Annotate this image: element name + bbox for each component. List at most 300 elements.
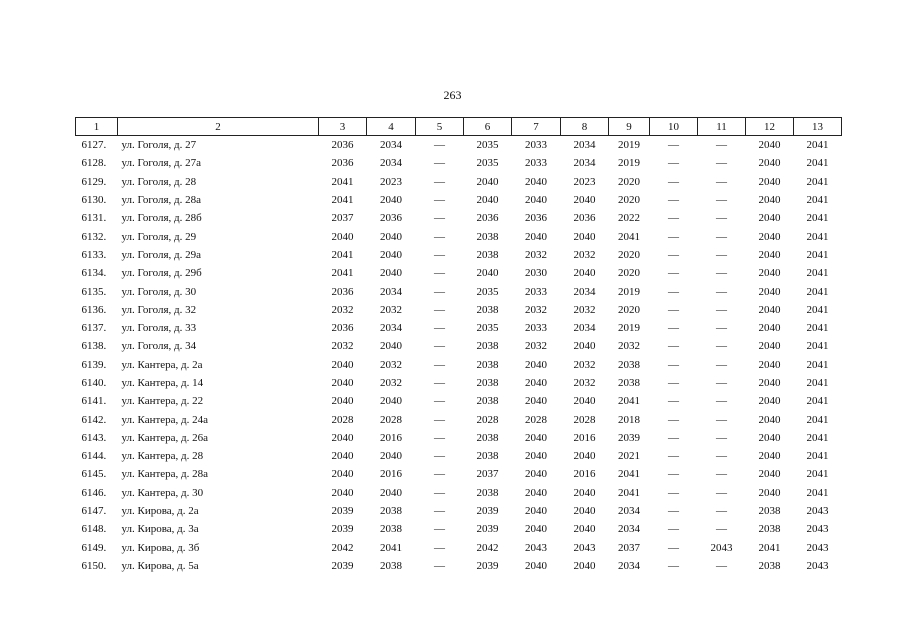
table-row [76,447,842,465]
col-6-value: 2040 [476,194,499,207]
col-5-value: — [434,450,445,463]
col-7-value: 2032 [525,248,547,261]
col-11-value: — [716,194,727,207]
col-5-value: — [434,486,445,499]
col-10-value: — [668,377,679,389]
col-11-value: — [716,175,727,188]
col-13-value: 2043 [806,559,829,572]
col-3-value: 2028 [331,413,354,426]
col-4-value: 2028 [380,413,402,426]
col-7-value: 2040 [525,230,547,243]
col-11-value: — [716,358,727,371]
col-12-value: 2038 [758,505,781,518]
col-6-value: 2028 [476,413,499,426]
col-8-value: 2040 [573,340,596,353]
column-header: 11 [698,118,746,136]
col-4-value: 2034 [380,285,402,298]
col-10-value: — [668,486,679,499]
col-8-value: 2032 [573,377,596,389]
col-6-value: 2039 [476,505,499,518]
col-4-value: 2040 [380,340,402,353]
address: ул. Гоголя, д. 33 [121,322,197,335]
table-row [76,337,842,355]
col-6-value: 2035 [476,157,499,170]
address: ул. Гоголя, д. 28а [121,194,202,207]
col-6-value: 2038 [476,377,499,389]
col-11-value: — [716,486,727,499]
col-6-value: 2040 [476,175,499,188]
col-10-value: — [668,248,679,261]
col-7-value: 2040 [525,559,547,572]
col-13-value: 2041 [806,139,829,152]
col-11-value: — [716,230,727,243]
col-8-value: 2040 [573,559,596,572]
col-11-value: — [716,505,727,518]
col-10-value: — [668,450,679,463]
col-12-value: 2040 [758,230,781,243]
col-10-value: — [668,322,679,335]
col-9-value: 2038 [618,377,640,389]
row-number: 6140. [81,377,107,389]
row-number: 6137. [81,322,107,335]
col-12-value: 2040 [758,285,781,298]
row-number: 6136. [81,303,107,316]
address: ул. Кирова, д. 2а [121,505,199,518]
col-3-value: 2040 [331,486,354,499]
col-5-value: — [434,322,445,335]
col-8-value: 2034 [573,322,596,335]
col-6-value: 2038 [476,395,499,408]
row-number: 6143. [81,431,107,444]
col-4-value: 2016 [380,468,402,481]
col-11-value: — [716,212,727,225]
col-7-value: 2036 [525,212,547,225]
col-11-value: — [716,377,727,389]
col-5-value: — [434,340,445,353]
col-13-value: 2041 [806,486,829,499]
col-13-value: 2041 [806,468,829,481]
col-8-value: 2043 [573,541,596,554]
column-header: 8 [561,118,609,136]
table-row [76,264,842,282]
col-11-value: — [716,450,727,463]
col-12-value: 2041 [758,541,781,554]
row-number: 6135. [81,285,107,298]
col-13-value: 2041 [806,358,829,371]
col-6-value: 2037 [476,468,499,481]
col-5-value: — [434,431,445,444]
col-4-value: 2038 [380,523,402,536]
col-5-value: — [434,541,445,554]
col-11-value: — [716,340,727,353]
row-number: 6141. [81,395,107,408]
table-row [76,191,842,209]
col-7-value: 2040 [525,377,547,389]
col-10-value: — [668,340,679,353]
table-row [76,502,842,520]
row-number: 6129. [81,175,107,188]
col-3-value: 2041 [331,194,354,207]
col-7-value: 2040 [525,450,547,463]
col-13-value: 2041 [806,395,829,408]
col-11-value: — [716,431,727,444]
col-5-value: — [434,559,445,572]
col-10-value: — [668,303,679,316]
col-12-value: 2040 [758,212,781,225]
column-header: 10 [650,118,698,136]
col-13-value: 2043 [806,541,829,554]
row-number: 6145. [81,468,107,481]
col-13-value: 2043 [806,523,829,536]
col-7-value: 2043 [525,541,547,554]
col-4-value: 2034 [380,322,402,335]
address: ул. Кантера, д. 24а [121,413,209,426]
column-header: 13 [794,118,842,136]
col-7-value: 2040 [525,486,547,499]
row-number: 6134. [81,267,107,280]
col-11-value: — [716,157,727,170]
col-11-value: — [716,248,727,261]
col-7-value: 2033 [525,285,547,298]
col-12-value: 2040 [758,358,781,371]
col-4-value: 2032 [380,358,402,371]
col-9-value: 2022 [618,212,640,225]
col-3-value: 2039 [331,523,354,536]
col-12-value: 2040 [758,468,781,481]
col-13-value: 2041 [806,248,829,261]
col-12-value: 2040 [758,157,781,170]
col-13-value: 2041 [806,322,829,335]
col-3-value: 2042 [331,541,354,554]
col-9-value: 2037 [618,541,640,554]
col-12-value: 2040 [758,267,781,280]
col-9-value: 2018 [618,413,640,426]
col-12-value: 2038 [758,523,781,536]
col-4-value: 2040 [380,248,402,261]
col-3-value: 2032 [331,303,354,316]
col-12-value: 2040 [758,450,781,463]
col-4-value: 2034 [380,139,402,152]
col-5-value: — [434,230,445,243]
address: ул. Гоголя, д. 27а [121,157,202,170]
col-4-value: 2032 [380,377,402,389]
col-13-value: 2041 [806,230,829,243]
col-5-value: — [434,395,445,408]
col-5-value: — [434,157,445,170]
col-8-value: 2016 [573,468,596,481]
column-header: 4 [367,118,416,136]
col-7-value: 2040 [525,194,547,207]
col-6-value: 2038 [476,340,499,353]
housing-repair-table [75,117,842,575]
col-9-value: 2032 [618,340,640,353]
col-7-value: 2028 [525,413,547,426]
address: ул. Кантера, д. 26а [121,431,209,444]
col-12-value: 2038 [758,559,781,572]
col-8-value: 2040 [573,523,596,536]
col-11-value: — [716,468,727,481]
column-header: 7 [512,118,561,136]
col-6-value: 2042 [476,541,499,554]
col-10-value: — [668,139,679,152]
column-header: 12 [746,118,794,136]
col-6-value: 2035 [476,285,499,298]
col-9-value: 2019 [618,322,640,335]
row-number: 6144. [81,450,107,463]
col-3-value: 2036 [331,139,354,152]
col-9-value: 2034 [618,559,640,572]
col-12-value: 2040 [758,322,781,335]
table-row [76,484,842,502]
col-3-value: 2036 [331,157,354,170]
col-11-value: — [716,559,727,572]
col-6-value: 2039 [476,523,499,536]
col-9-value: 2034 [618,523,640,536]
col-6-value: 2038 [476,358,499,371]
table-row [76,282,842,300]
address: ул. Гоголя, д. 29 [121,230,197,243]
col-3-value: 2040 [331,358,354,371]
col-10-value: — [668,431,679,444]
col-3-value: 2040 [331,450,354,463]
column-header: 9 [609,118,650,136]
col-4-value: 2040 [380,194,402,207]
address: ул. Гоголя, д. 29а [121,248,202,261]
row-number: 6132. [81,230,107,243]
column-header: 1 [76,118,118,136]
col-9-value: 2019 [618,139,640,152]
table-row [76,392,842,410]
col-9-value: 2019 [618,157,640,170]
row-number: 6146. [81,486,107,499]
col-12-value: 2040 [758,303,781,316]
col-8-value: 2036 [573,212,596,225]
col-10-value: — [668,267,679,280]
col-5-value: — [434,212,445,225]
address: ул. Гоголя, д. 30 [121,285,197,298]
table-row [76,374,842,392]
col-11-value: — [716,523,727,536]
col-5-value: — [434,523,445,536]
table-row [76,227,842,245]
address: ул. Гоголя, д. 28б [121,212,202,225]
col-7-value: 2033 [525,139,547,152]
col-7-value: 2040 [525,358,547,371]
col-5-value: — [434,505,445,518]
address: ул. Гоголя, д. 27 [121,139,197,152]
col-10-value: — [668,559,679,572]
col-4-value: 2040 [380,267,402,280]
col-8-value: 2040 [573,450,596,463]
address: ул. Кирова, д. 3а [121,523,199,536]
table-row [76,429,842,447]
col-5-value: — [434,413,445,426]
col-6-value: 2038 [476,230,499,243]
address: ул. Кантера, д. 22 [121,395,204,408]
table-row [76,154,842,172]
table-row [76,557,842,575]
col-7-value: 2040 [525,395,547,408]
col-11-value: — [716,285,727,298]
col-9-value: 2039 [618,431,640,444]
table-row [76,465,842,483]
table-row [76,520,842,538]
col-9-value: 2020 [618,175,640,188]
col-4-value: 2023 [380,175,402,188]
col-3-value: 2040 [331,377,354,389]
col-10-value: — [668,468,679,481]
row-number: 6150. [81,559,107,572]
col-7-value: 2033 [525,157,547,170]
address: ул. Гоголя, д. 28 [121,175,197,188]
col-6-value: 2038 [476,303,499,316]
table-header-row [76,118,842,136]
col-6-value: 2035 [476,322,499,335]
col-4-value: 2040 [380,395,402,408]
col-11-value: — [716,322,727,335]
col-12-value: 2040 [758,377,781,389]
col-8-value: 2028 [573,413,596,426]
col-4-value: 2034 [380,157,402,170]
col-7-value: 2030 [525,267,547,280]
col-7-value: 2040 [525,505,547,518]
col-4-value: 2038 [380,559,402,572]
column-header: 2 [118,118,319,136]
col-12-value: 2040 [758,340,781,353]
col-6-value: 2035 [476,139,499,152]
col-8-value: 2023 [573,175,596,188]
col-12-value: 2040 [758,486,781,499]
col-7-value: 2033 [525,322,547,335]
col-8-value: 2034 [573,139,596,152]
col-9-value: 2041 [618,230,640,243]
col-9-value: 2021 [618,450,640,463]
address: ул. Кирова, д. 3б [121,541,200,554]
col-3-value: 2041 [331,267,354,280]
col-8-value: 2032 [573,248,596,261]
table-row [76,410,842,428]
col-6-value: 2038 [476,450,499,463]
row-number: 6147. [81,505,107,518]
column-header: 5 [416,118,464,136]
col-11-value: — [716,139,727,152]
col-8-value: 2040 [573,230,596,243]
address: ул. Кирова, д. 5а [121,559,199,572]
address: ул. Кантера, д. 14 [121,377,204,389]
table-row [76,246,842,264]
col-9-value: 2020 [618,267,640,280]
col-7-value: 2040 [525,431,547,444]
col-3-value: 2040 [331,468,354,481]
col-13-value: 2041 [806,267,829,280]
table-row [76,136,842,155]
col-4-value: 2038 [380,505,402,518]
col-12-value: 2040 [758,413,781,426]
col-5-value: — [434,267,445,280]
col-4-value: 2016 [380,431,402,444]
col-13-value: 2041 [806,450,829,463]
col-10-value: — [668,230,679,243]
col-13-value: 2041 [806,431,829,444]
col-4-value: 2036 [380,212,402,225]
col-5-value: — [434,468,445,481]
col-9-value: 2020 [618,248,640,261]
col-10-value: — [668,505,679,518]
col-9-value: 2020 [618,303,640,316]
col-3-value: 2039 [331,559,354,572]
col-12-value: 2040 [758,431,781,444]
address: ул. Кантера, д. 28а [121,468,209,481]
address: ул. Гоголя, д. 34 [121,340,197,353]
col-10-value: — [668,157,679,170]
col-9-value: 2041 [618,395,640,408]
address: ул. Гоголя, д. 29б [121,267,202,280]
col-11-value: — [716,303,727,316]
col-7-value: 2032 [525,340,547,353]
col-12-value: 2040 [758,139,781,152]
col-5-value: — [434,377,445,389]
col-13-value: 2041 [806,340,829,353]
col-12-value: 2040 [758,395,781,408]
row-number: 6133. [81,248,107,261]
page-number: 263 [443,88,462,102]
col-3-value: 2039 [331,505,354,518]
col-4-value: 2040 [380,450,402,463]
col-8-value: 2016 [573,431,596,444]
row-number: 6139. [81,358,107,371]
row-number: 6127. [81,139,107,152]
col-13-value: 2041 [806,175,829,188]
col-6-value: 2038 [476,431,499,444]
col-3-value: 2040 [331,230,354,243]
col-6-value: 2038 [476,486,499,499]
col-7-value: 2040 [525,468,547,481]
col-6-value: 2038 [476,248,499,261]
col-4-value: 2040 [380,486,402,499]
col-6-value: 2039 [476,559,499,572]
col-9-value: 2019 [618,285,640,298]
col-12-value: 2040 [758,248,781,261]
col-3-value: 2037 [331,212,354,225]
col-8-value: 2034 [573,157,596,170]
col-13-value: 2041 [806,303,829,316]
col-4-value: 2040 [380,230,402,243]
col-5-value: — [434,175,445,188]
col-3-value: 2040 [331,431,354,444]
col-12-value: 2040 [758,194,781,207]
col-9-value: 2020 [618,194,640,207]
col-3-value: 2036 [331,322,354,335]
table-row [76,209,842,227]
col-12-value: 2040 [758,175,781,188]
col-5-value: — [434,139,445,152]
col-13-value: 2041 [806,194,829,207]
col-13-value: 2041 [806,377,829,389]
address: ул. Кантера, д. 30 [121,486,204,499]
col-7-value: 2040 [525,175,547,188]
col-10-value: — [668,194,679,207]
column-header: 6 [464,118,512,136]
col-5-value: — [434,285,445,298]
col-11-value: 2043 [710,541,733,554]
col-7-value: 2040 [525,523,547,536]
col-5-value: — [434,358,445,371]
col-11-value: — [716,395,727,408]
col-9-value: 2041 [618,486,640,499]
col-10-value: — [668,285,679,298]
col-9-value: 2034 [618,505,640,518]
address: ул. Гоголя, д. 32 [121,303,197,316]
